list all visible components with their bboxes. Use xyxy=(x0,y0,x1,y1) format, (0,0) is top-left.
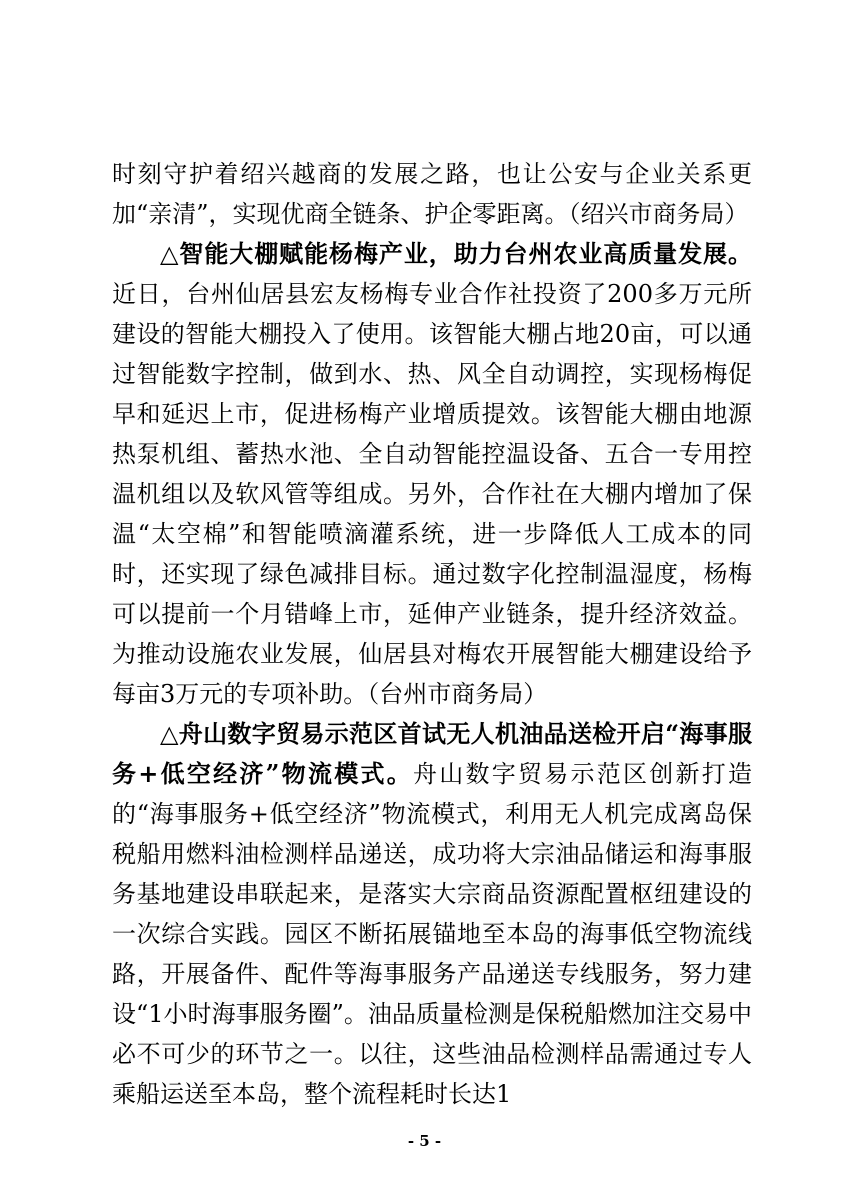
page-number: - 5 - xyxy=(407,1132,442,1150)
paragraph-lead: △智能大棚赋能杨梅产业，助力台州农业高质量发展。 xyxy=(160,239,752,268)
paragraph-zhoushan-drone xyxy=(112,714,752,1114)
paragraph-smart-greenhouse xyxy=(112,234,752,714)
paragraph-continuation xyxy=(112,154,752,234)
paragraph-lead: △舟山数字贸易示范区首试无人机油品送检开启“海事服务+低空经济”物流模式。 xyxy=(112,719,752,788)
body-text xyxy=(112,154,752,1114)
paragraph-text: 时刻守护着绍兴越商的发展之路，也让公安与企业关系更加“亲清”，实现优商全链条、护企零距离。（绍兴市商务局） xyxy=(112,160,752,228)
paragraph-text: 舟山数字贸易示范区创新打造的“海事服务+低空经济”物流模式，利用无人机完成离岛保税船用燃料油检测样品递送，成功将大宗油品储运和海事服务基地建设串联起来，是落实大宗商品资源配置枢纽建设的一次综合实践。园区不断拓展锚地至本岛的海事低空物流线路，开展备件、配件等海事服务产品递送专线服务，努力建设“1小时海事服务圈”。油品质量检测是保税船燃加注交易中必不可少的环节之一。以往，这些油品检测样品需通过专人乘船运送至本岛，整个流程耗时长达1 xyxy=(112,760,752,1108)
paragraph-text: 近日，台州仙居县宏友杨梅专业合作社投资了200多万元所建设的智能大棚投入了使用。该智能大棚占地20亩，可以通过智能数字控制，做到水、热、风全自动调控，实现杨梅促早和延迟上市，促进杨梅产业增质提效。该智能大棚由地源热泵机组、蓄热水池、全自动智能控温设备、五合一专用控温机组以及软风管等组成。另外，合作社在大棚内增加了保温“太空棉”和智能喷滴灌系统，进一步降低人工成本的同时，还实现了绿色减排目标。通过数字化控制温湿度，杨梅可以提前一个月错峰上市，延伸产业链条，提升经济效益。为推动设施农业发展，仙居县对梅农开展智能大棚建设给予每亩3万元的专项补助。（台州市商务局） xyxy=(112,280,752,708)
